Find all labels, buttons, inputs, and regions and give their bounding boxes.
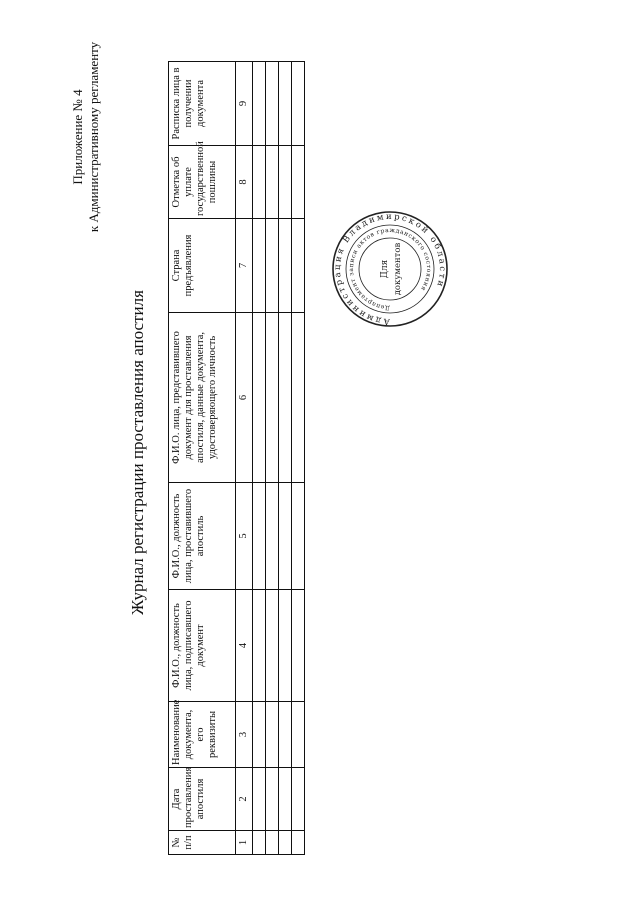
header-cell: Ф.И.О., должность лица, подписавшего документ: [169, 590, 236, 702]
table-row: [279, 62, 292, 855]
table-cell: [279, 590, 292, 702]
table-cell: [292, 702, 305, 768]
table-cell: [279, 219, 292, 313]
table-cell: [292, 62, 305, 146]
table-cell: [279, 768, 292, 831]
table-row: [253, 62, 266, 855]
header-cell: Наименование документа, его реквизиты: [169, 702, 236, 768]
column-number-cell: 1: [236, 831, 253, 855]
table-cell: [266, 702, 279, 768]
table-cell: [279, 146, 292, 219]
table-cell: [292, 483, 305, 590]
table-cell: [253, 146, 266, 219]
table-cell: [266, 146, 279, 219]
table-cell: [266, 62, 279, 146]
table-cell: [253, 219, 266, 313]
column-number-cell: 6: [236, 313, 253, 483]
table-cell: [253, 483, 266, 590]
seal-center-line2: документов: [393, 242, 403, 296]
table-cell: [279, 831, 292, 855]
seal-outer-text: Администрация Владимирской области: [332, 211, 448, 327]
header-cell: Страна предъявления: [169, 219, 236, 313]
column-number-cell: 8: [236, 146, 253, 219]
appendix-header: [70, 12, 102, 262]
header-cell: Ф.И.О., должность лица, проставившего апостиль: [169, 483, 236, 590]
header-cell: Дата проставления апостиля: [169, 768, 236, 831]
table-cell: [253, 831, 266, 855]
column-number-row: [236, 62, 253, 855]
column-number-cell: 5: [236, 483, 253, 590]
table-cell: [279, 313, 292, 483]
table-cell: [266, 831, 279, 855]
table-cell: [253, 590, 266, 702]
table-cell: [253, 768, 266, 831]
table-cell: [266, 483, 279, 590]
seal-center-line1: Для: [380, 259, 390, 279]
table-cell: [292, 831, 305, 855]
table-row: [266, 62, 279, 855]
official-seal: [330, 209, 450, 329]
column-number-cell: 7: [236, 219, 253, 313]
seal-inner-ring: [359, 238, 421, 300]
header-row: [169, 62, 236, 855]
table-cell: [266, 313, 279, 483]
table-cell: [266, 219, 279, 313]
table-cell: [292, 146, 305, 219]
table-cell: [253, 702, 266, 768]
column-number-cell: 9: [236, 62, 253, 146]
table-cell: [253, 62, 266, 146]
header-cell: Расписка лица в получении документа: [169, 62, 236, 146]
appendix-reference: к Административному регламенту: [86, 41, 101, 233]
column-number-cell: 3: [236, 702, 253, 768]
column-number-cell: 2: [236, 768, 253, 831]
header-cell: Отметка об уплате государственной пошлины: [169, 146, 236, 219]
table-cell: [266, 590, 279, 702]
table-cell: [253, 313, 266, 483]
page-title: Журнал регистрации проставления апостиля: [128, 290, 147, 615]
table-cell: [292, 219, 305, 313]
seal-inner-text: Департамент записи актов гражданского состояния: [347, 226, 433, 312]
column-number-cell: 4: [236, 590, 253, 702]
header-cell: Ф.И.О. лица, представившего документ для проставления апостиля, данные документа, удостоверяющего личность: [169, 313, 236, 483]
appendix-number: Приложение № 4: [70, 89, 85, 185]
table-cell: [292, 313, 305, 483]
table-cell: [279, 702, 292, 768]
table-cell: [292, 768, 305, 831]
table-cell: [292, 590, 305, 702]
table-cell: [279, 483, 292, 590]
table-cell: [266, 768, 279, 831]
header-cell: № п/п: [169, 831, 236, 855]
journal-table: [168, 61, 305, 855]
table-cell: [279, 62, 292, 146]
table-row: [292, 62, 305, 855]
